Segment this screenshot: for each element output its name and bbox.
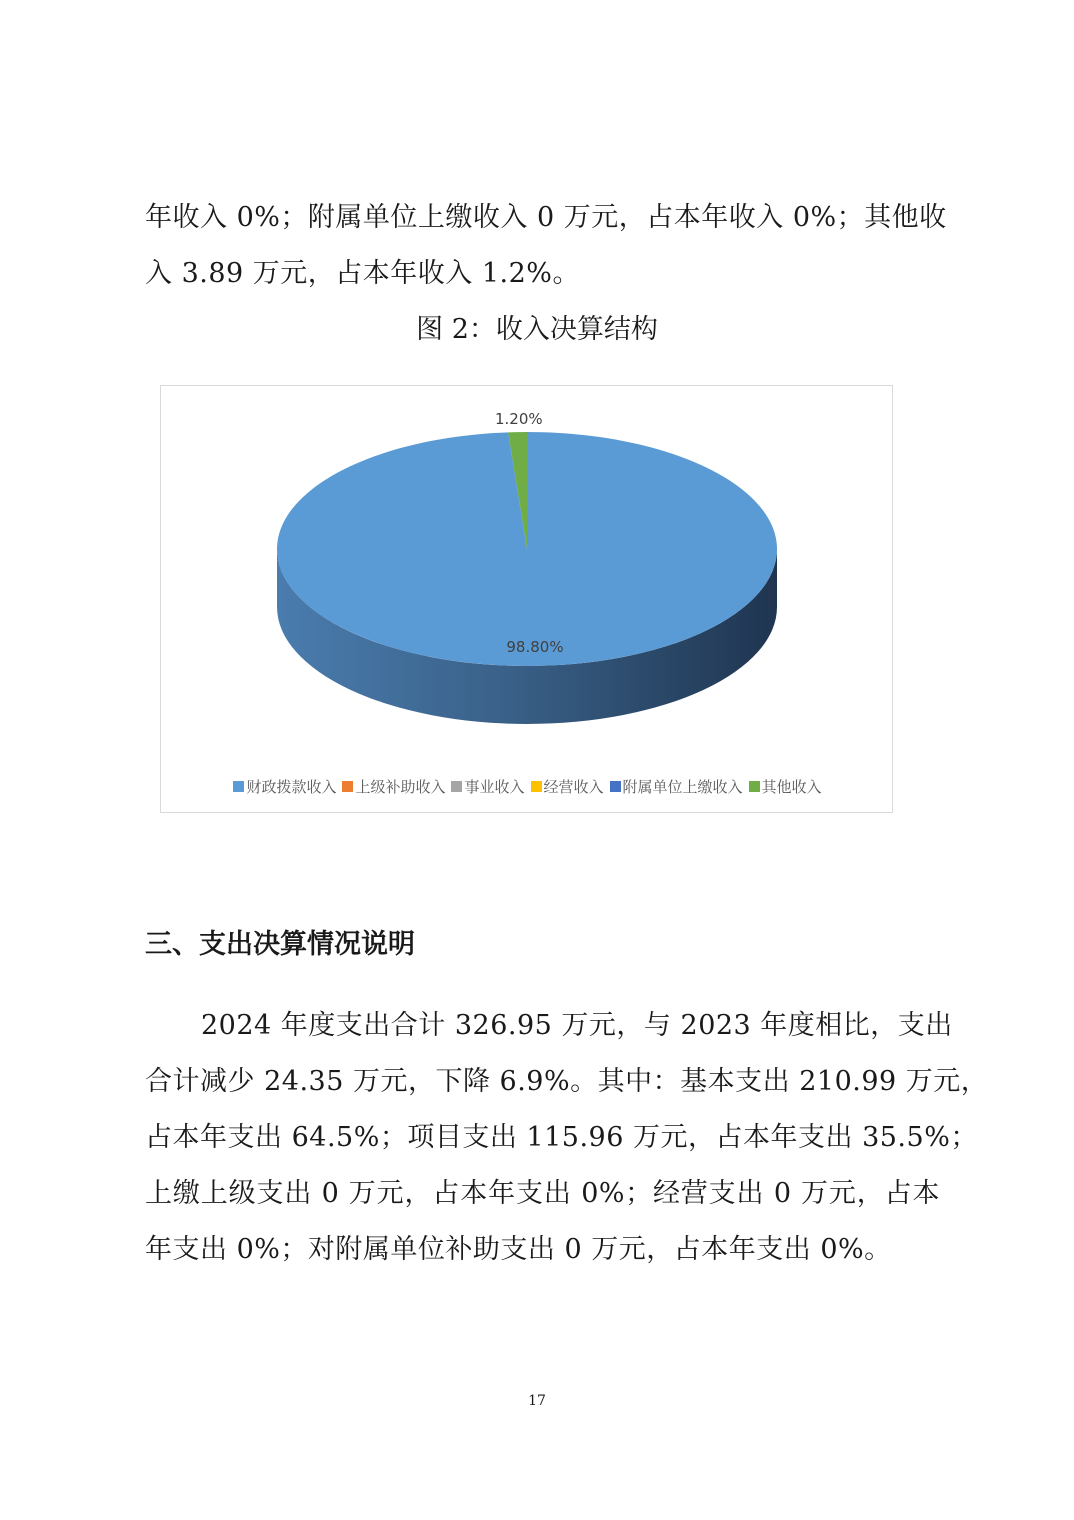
legend-label: 经营收入 [543,778,604,796]
expenditure-line-2: 合计减少 24.35 万元，下降 6.9%。其中：基本支出 210.99 万元， [145,1066,989,1097]
legend-swatch [451,781,462,792]
legend-label: 附属单位上缴收入 [622,778,743,796]
page-number: 17 [528,1393,546,1409]
expenditure-line-1 [145,1009,953,1043]
expenditure-line-3: 占本年支出 64.5%；项目支出 115.96 万元，占本年支出 35.5%； [145,1122,978,1153]
expenditure-line-1-text: 2024 年度支出合计 326.95 万元，与 2023 年度相比，支出 [201,1010,953,1041]
income-structure-pie-chart [160,385,893,813]
legend-item-2 [342,776,445,797]
chart-legend [161,776,894,797]
legend-label: 财政拨款收入 [246,778,337,796]
pie-data-label-1: 98.80% [506,638,564,656]
intro-line-2: 入 3.89 万元，占本年收入 1.2%。 [145,258,580,289]
legend-label: 事业收入 [464,778,525,796]
pie-slice-1 [277,432,777,666]
legend-swatch [749,781,760,792]
legend-item-4 [531,776,604,797]
legend-swatch [610,781,621,792]
section-heading: 三、支出决算情况说明 [145,929,415,960]
legend-swatch [531,781,542,792]
pie-chart-svg [161,386,894,814]
expenditure-line-5: 年支出 0%；对附属单位补助支出 0 万元，占本年支出 0%。 [145,1234,892,1265]
legend-item-3 [451,776,524,797]
expenditure-line-4: 上缴上级支出 0 万元，占本年支出 0%；经营支出 0 万元，占本 [145,1178,940,1209]
legend-item-1 [233,776,336,797]
legend-item-6 [749,776,822,797]
legend-swatch [342,781,353,792]
legend-label: 上级补助收入 [355,778,446,796]
legend-label: 其他收入 [761,778,822,796]
legend-swatch [233,781,244,792]
intro-line-1: 年收入 0%；附属单位上缴收入 0 万元，占本年收入 0%；其他收 [145,202,947,233]
figure-caption: 图 2：收入决算结构 [416,314,658,345]
pie-data-label-6: 1.20% [494,410,543,428]
legend-item-5 [610,776,743,797]
